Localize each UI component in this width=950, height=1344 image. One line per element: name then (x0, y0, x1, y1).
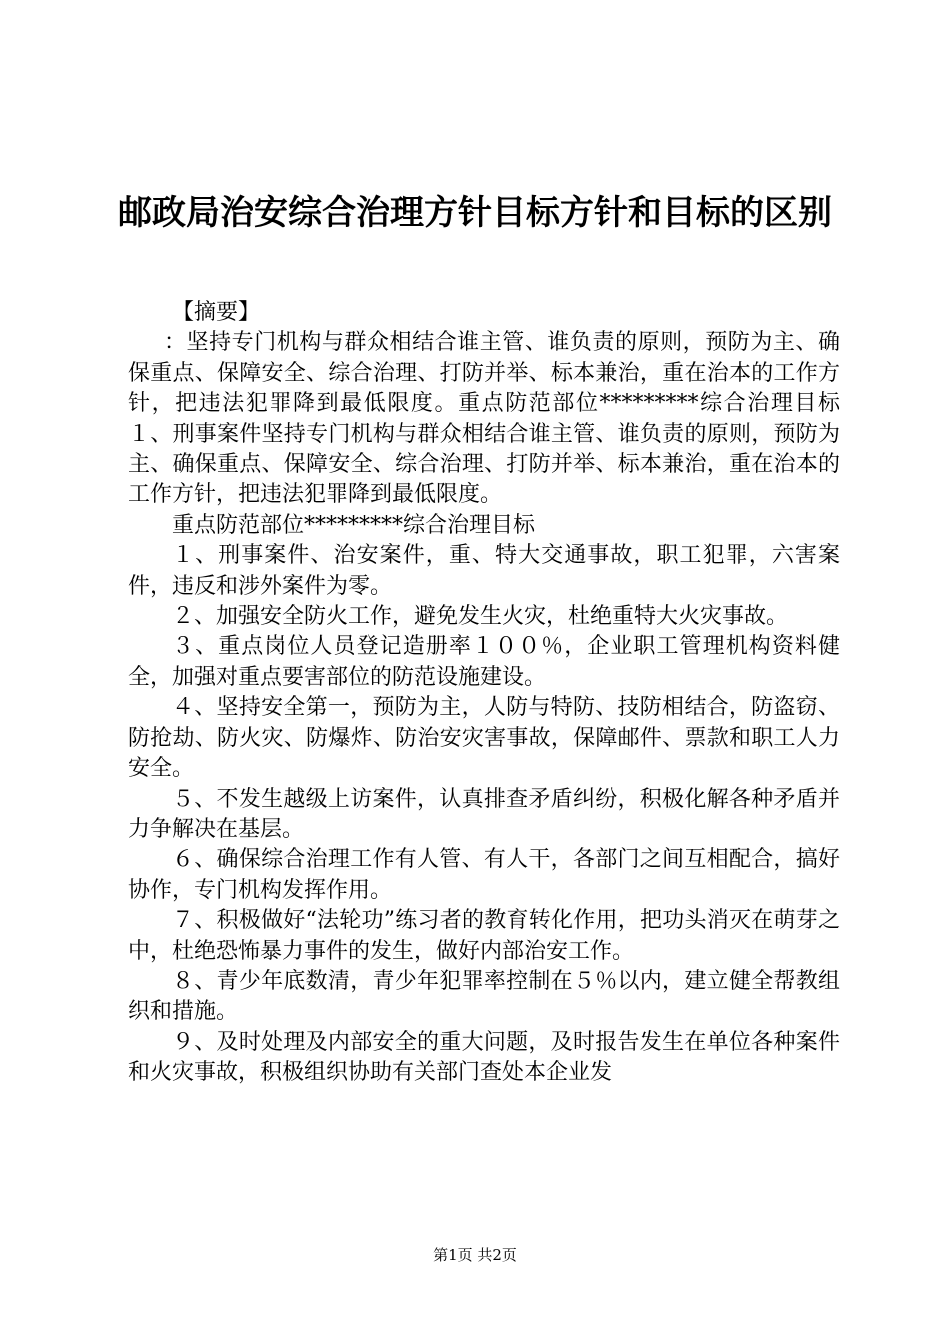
document-body (128, 298, 840, 1089)
list-item-6: ６、确保综合治理工作有人管、有人干，各部门之间互相配合，搞好协作，专门机构发挥作用。 (128, 847, 840, 903)
list-item-9: ９、及时处理及内部安全的重大问题，及时报告发生在单位各种案件和火灾事故，积极组织协助有关部门查处本企业发 (128, 1029, 840, 1086)
list-item-5: ５、不发生越级上访案件，认真排查矛盾纠纷，积极化解各种矛盾并力争解决在基层。 (128, 786, 840, 842)
list-item-2: ２、加强安全防火工作，避免发生火灾，杜绝重特大火灾事故。 (172, 604, 789, 630)
document-title: 邮政局治安综合治理方针目标方针和目标的区别 (118, 193, 832, 233)
page-footer: 第1页 共2页 (433, 1246, 517, 1264)
abstract-label: 【摘要】 (172, 300, 261, 325)
list-item-7: ７、积极做好“法轮功”练习者的教育转化作用，把功头消灭在萌芽之中，杜绝恐怖暴力事件的发生，做好内部治安工作。 (128, 908, 840, 964)
section-heading: 重点防范部位*********综合治理目标 (172, 512, 536, 538)
list-item-4: ４、坚持安全第一，预防为主，人防与特防、技防相结合，防盗窃、防抢劫、防火灾、防爆炸、防治安灾害事故，保障邮件、票款和职工人力安全。 (128, 695, 840, 782)
list-item-3: ３、重点岗位人员登记造册率１００％，企业职工管理机构资料健全，加强对重点要害部位的防范设施建设。 (128, 634, 840, 690)
list-item-8: ８、青少年底数清，青少年犯罪率控制在５％以内，建立健全帮教组织和措施。 (128, 968, 840, 1025)
abstract-paragraph: ：坚持专门机构与群众相结合谁主管、谁负责的原则，预防为主、确保重点、保障安全、综合治理、打防并举、标本兼治，重在治本的工作方针，把违法犯罪降到最低限度。重点防范部位*********综合治理目标１、刑事案件坚持专门机构与群众相结合谁主管、谁负责的原则，预防为主、确保重点、保障安全、综合治理、打防并举、标本兼治，重在治本的工作方针，把违法犯罪降到最低限度。 (128, 330, 840, 508)
list-item-1: １、刑事案件、治安案件，重、特大交通事故，职工犯罪，六害案件，违反和涉外案件为零。 (128, 543, 840, 599)
